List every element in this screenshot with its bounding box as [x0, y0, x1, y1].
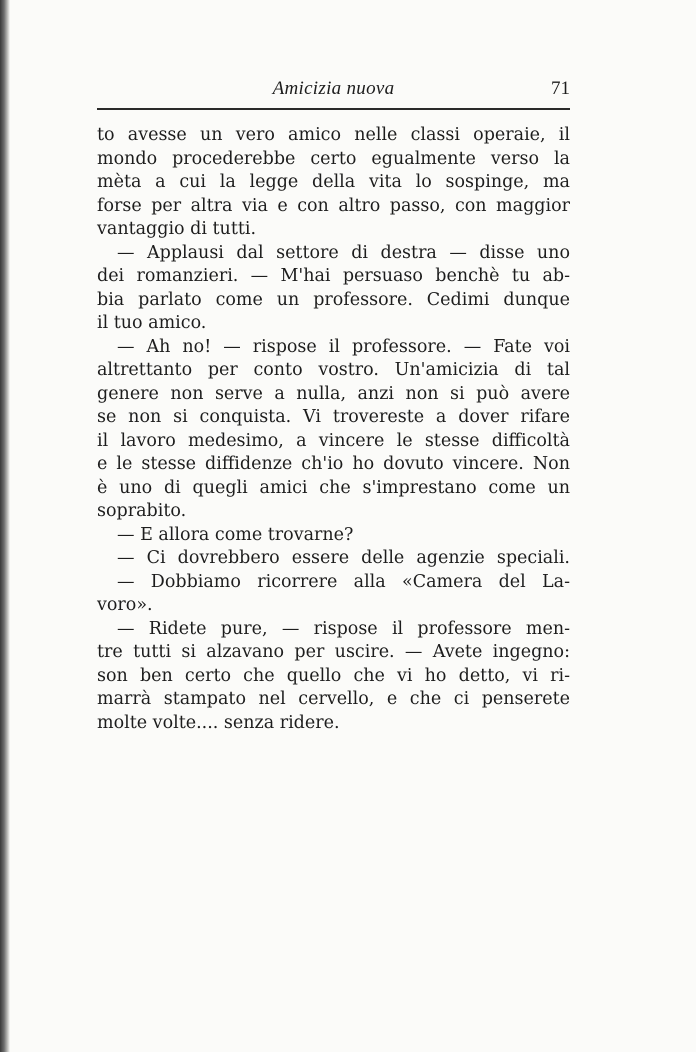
page-number: 71 [551, 78, 570, 99]
body-text [97, 124, 570, 735]
text-line: to avesse un vero amico nelle classi operaie, il [97, 125, 570, 145]
text-line: mèta a cui la legge della vita lo sospinge, ma [97, 172, 570, 192]
book-spine-shadow [0, 0, 10, 1052]
header-rule [97, 108, 570, 110]
page-header [97, 76, 570, 102]
text-line: — Ah no! — rispose il professore. — Fate voi [117, 336, 570, 357]
text-line: — Applausi dal settore di destra — disse uno [117, 242, 570, 263]
text-line: è uno di quegli amici che s'imprestano come un [97, 477, 570, 498]
text-line: se non si conquista. Vi trovereste a dover rifare [97, 407, 570, 427]
text-line: voro». [97, 595, 153, 615]
text-line: marrà stampato nel cervello, e che ci penserete [97, 689, 570, 709]
text-line: il tuo amico. [97, 313, 207, 333]
text-line: vantaggio di tutti. [97, 219, 257, 239]
text-line: soprabito. [97, 501, 187, 521]
text-line: dei romanzieri. — M'hai persuaso benchè tu ab- [97, 266, 570, 286]
text-line: son ben certo che quello che vi ho detto, vi ri- [97, 665, 570, 686]
text-line: mondo procederebbe certo egualmente verso la [97, 148, 570, 169]
text-line: — Ci dovrebbero essere delle agenzie speciali. [117, 548, 570, 568]
text-line: forse per altra via e con altro passo, con maggior [97, 195, 570, 216]
text-line: bia parlato come un professore. Cedimi dunque [97, 289, 570, 310]
running-title: Amicizia nuova [272, 78, 395, 99]
text-line: altrettanto per conto vostro. Un'amicizia di tal [97, 360, 570, 380]
text-line: il lavoro medesimo, a vincere le stesse difficoltà [97, 430, 570, 451]
text-line: molte volte.... senza ridere. [97, 712, 340, 733]
text-line: — Dobbiamo ricorrere alla «Camera del La- [117, 571, 570, 592]
text-line: e le stesse diffidenze ch'io ho dovuto vincere. Non [97, 454, 570, 474]
text-line: — E allora come trovarne? [117, 524, 354, 545]
text-line: genere non serve a nulla, anzi non si può avere [97, 383, 570, 404]
text-line: tre tutti si alzavano per uscire. — Avete ingegno: [97, 642, 570, 662]
text-line: — Ridete pure, — rispose il professore men- [117, 618, 570, 639]
